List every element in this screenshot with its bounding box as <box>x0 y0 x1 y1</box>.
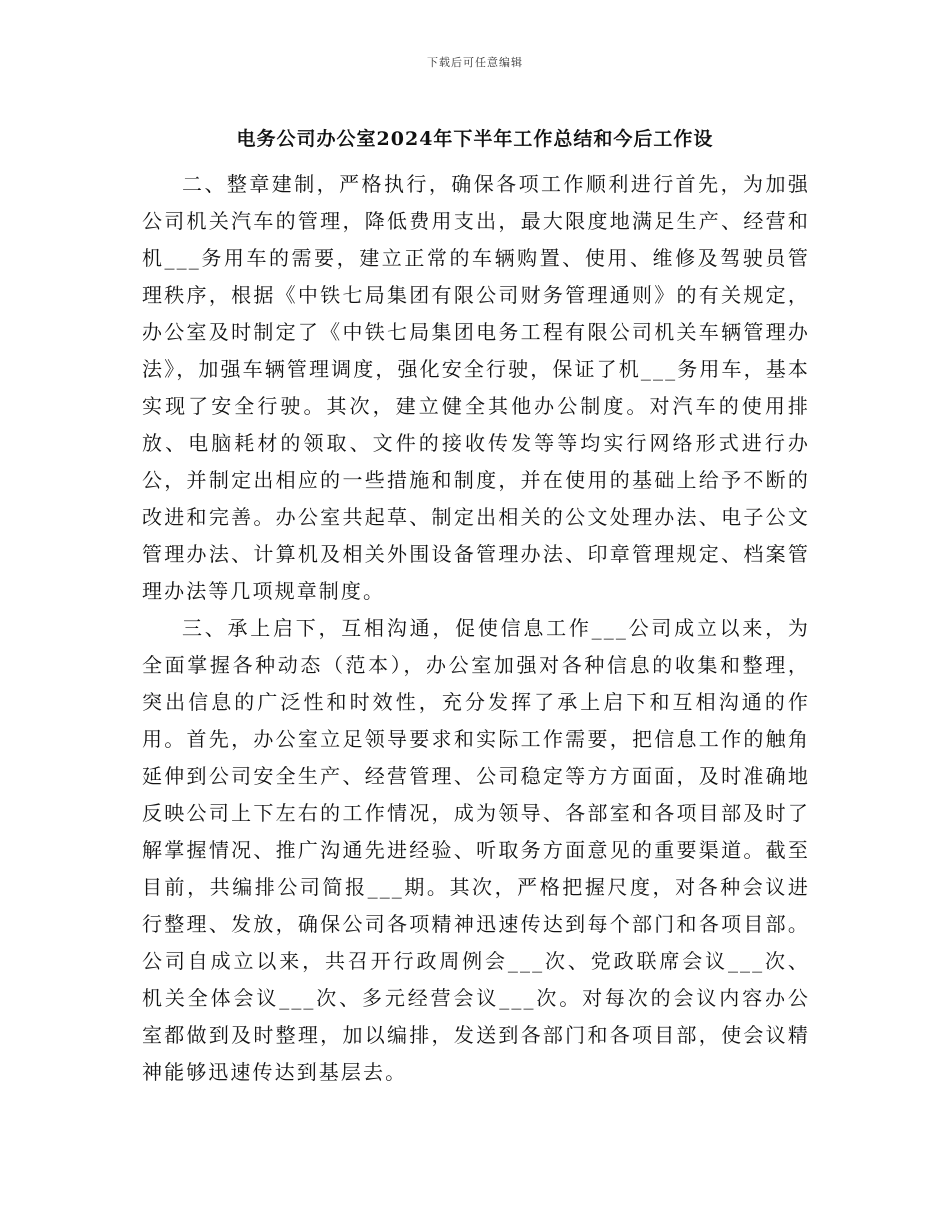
document-body <box>142 166 810 1091</box>
document-title: 电务公司办公室2024年下半年工作总结和今后工作设 <box>236 128 714 150</box>
paragraph-communication: 三、承上启下，互相沟通，促使信息工作___公司成立以来，为全面掌握各种动态（范本），办公室加强对各种信息的收集和整理，突出信息的广泛性和时效性，充分发挥了承上启下和互相沟通的作用。首先，办公室立足领导要求和实际工作需要，把信息工作的触角延伸到公司安全生产、经营管理、公司稳定等方方面面，及时准确地反映公司上下左右的工作情况，成为领导、各部室和各项目部及时了解掌握情况、推广沟通先进经验、听取务方面意见的重要渠道。截至目前，共编排公司简报___期。其次，严格把握尺度，对各种会议进行整理、发放，确保公司各项精神迅速传达到每个部门和各项目部。公司自成立以来，共召开行政周例会___次、党政联席会议___次、机关全体会议___次、多元经营会议___次。对每次的会议内容办公室都做到及时整理，加以编排，发送到各部门和各项目部，使会议精神能够迅速传达到基层去。 <box>142 616 810 1084</box>
paragraph-regulations: 二、整章建制，严格执行，确保各项工作顺利进行首先，为加强公司机关汽车的管理，降低费用支出，最大限度地满足生产、经营和机___务用车的需要，建立正常的车辆购置、使用、维修及驾驶员管理秩序，根据《中铁七局集团有限公司财务管理通则》的有关规定，办公室及时制定了《中铁七局集团电务工程有限公司机关车辆管理办法》，加强车辆管理调度，强化安全行驶，保证了机___务用车，基本实现了安全行驶。其次，建立健全其他办公制度。对汽车的使用排放、电脑耗材的领取、文件的接收传发等等均实行网络形式进行办公，并制定出相应的一些措施和制度，并在使用的基础上给予不断的改进和完善。办公室共起草、制定出相关的公文处理办法、电子公文管理办法、计算机及相关外围设备管理办法、印章管理规定、档案管理办法等几项规章制度。 <box>142 172 810 603</box>
header-note: 下载后可任意编辑 <box>427 56 523 69</box>
